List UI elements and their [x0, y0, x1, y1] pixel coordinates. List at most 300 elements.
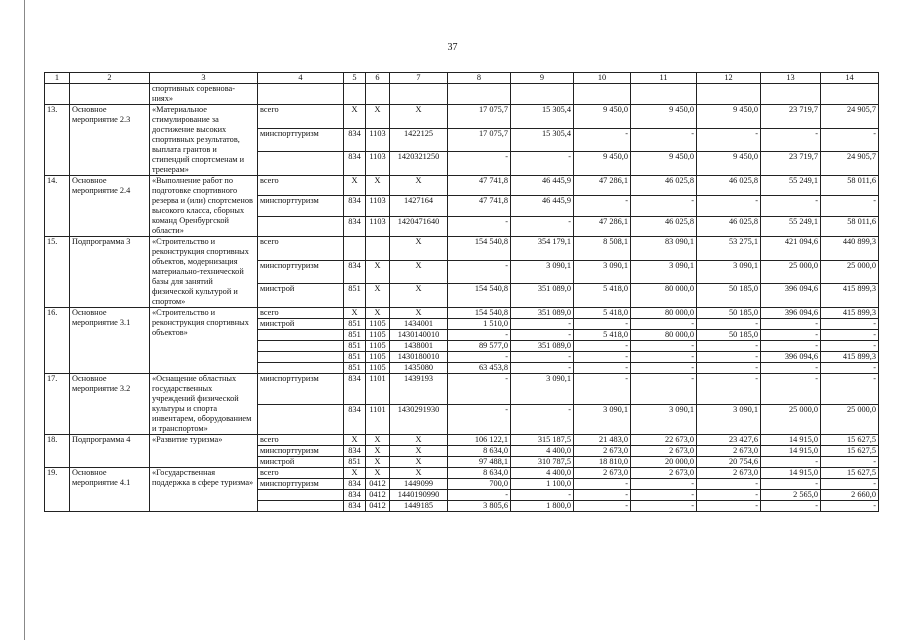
amount-cell: 396 094,6 [761, 308, 821, 319]
amount-cell: 18 810,0 [574, 457, 631, 468]
amount-cell: - [631, 319, 697, 330]
activity-name: «Выполнение работ по подготовке спортивного резерва и (или) спортсменов высокого класса, сборных команд Оренбургской области» [150, 176, 258, 237]
amount-cell: - [821, 319, 879, 330]
amount-cell: 58 011,6 [821, 216, 879, 236]
amount-cell: - [574, 501, 631, 512]
amount-cell: - [574, 341, 631, 352]
rzpr-code: 1103 [366, 128, 390, 152]
amount-cell: - [821, 374, 879, 405]
amount-cell: 47 286,1 [574, 216, 631, 236]
amount-cell: - [631, 374, 697, 405]
rzpr-code: 1105 [366, 330, 390, 341]
grbs-code: 851 [344, 457, 366, 468]
amount-cell: - [821, 128, 879, 152]
amount-cell: 3 090,1 [574, 260, 631, 284]
amount-cell: 17 075,7 [448, 105, 511, 129]
amount-cell: 154 540,8 [448, 237, 511, 261]
amount-cell: - [511, 404, 574, 435]
amount-cell: 3 090,1 [631, 404, 697, 435]
amount-cell: - [821, 330, 879, 341]
executor-cell [258, 501, 344, 512]
rzpr-code: 1105 [366, 352, 390, 363]
grbs-code: Х [344, 105, 366, 129]
amount-cell: - [574, 319, 631, 330]
amount-cell: 9 450,0 [631, 152, 697, 176]
amount-cell: 3 090,1 [574, 404, 631, 435]
page-edge-line [24, 0, 25, 640]
column-number-row [45, 73, 879, 84]
csr-code: 1420471640 [390, 216, 448, 236]
amount-cell: 15 627,5 [821, 435, 879, 446]
column-number: 7 [390, 73, 448, 84]
rzpr-code: 1105 [366, 363, 390, 374]
amount-cell: 2 565,0 [761, 490, 821, 501]
activity-type: Основное мероприятие 3.1 [70, 308, 150, 374]
amount-cell: - [821, 341, 879, 352]
executor-cell: всего [258, 237, 344, 261]
amount-cell: 21 483,0 [574, 435, 631, 446]
rzpr-code: 1105 [366, 319, 390, 330]
amount-cell: - [631, 352, 697, 363]
executor-cell: всего [258, 105, 344, 129]
budget-table [44, 72, 879, 512]
amount-cell: 58 011,6 [821, 176, 879, 196]
csr-code: 1449185 [390, 501, 448, 512]
activity-name: «Государственная поддержка в сфере туризма» [150, 468, 258, 512]
csr-code: Х [390, 237, 448, 261]
grbs-code: 834 [344, 128, 366, 152]
column-number: 1 [45, 73, 70, 84]
column-number: 3 [150, 73, 258, 84]
amount-cell: 315 187,5 [511, 435, 574, 446]
grbs-code: 834 [344, 479, 366, 490]
amount-cell: - [448, 330, 511, 341]
amount-cell: 2 660,0 [821, 490, 879, 501]
grbs-code: 851 [344, 341, 366, 352]
amount-cell: - [821, 457, 879, 468]
amount-cell: 24 905,7 [821, 152, 879, 176]
amount-cell: 8 634,0 [448, 446, 511, 457]
amount-cell: 154 540,8 [448, 308, 511, 319]
row-number: 19. [45, 468, 70, 512]
activity-name: «Развитие туризма» [150, 435, 258, 468]
grbs-code: 851 [344, 284, 366, 308]
amount-cell: - [697, 501, 761, 512]
table-row [45, 308, 879, 319]
csr-code: Х [390, 176, 448, 196]
column-number: 4 [258, 73, 344, 84]
rzpr-code: Х [366, 435, 390, 446]
executor-cell: всего [258, 468, 344, 479]
amount-cell: - [761, 196, 821, 216]
amount-cell: 3 090,1 [511, 260, 574, 284]
amount-cell: 310 787,5 [511, 457, 574, 468]
amount-cell: 9 450,0 [574, 105, 631, 129]
grbs-code: 834 [344, 260, 366, 284]
grbs-code: 834 [344, 196, 366, 216]
amount-cell: 9 450,0 [697, 105, 761, 129]
amount-cell: 83 090,1 [631, 237, 697, 261]
executor-cell [258, 152, 344, 176]
amount-cell: - [631, 196, 697, 216]
executor-cell [258, 341, 344, 352]
csr-code: Х [390, 284, 448, 308]
amount-cell: 80 000,0 [631, 284, 697, 308]
amount-cell: - [697, 490, 761, 501]
executor-cell: всего [258, 176, 344, 196]
grbs-code: 851 [344, 352, 366, 363]
activity-type: Подпрограмма 4 [70, 435, 150, 468]
amount-cell: 9 450,0 [697, 152, 761, 176]
column-number: 11 [631, 73, 697, 84]
amount-cell: 3 090,1 [697, 260, 761, 284]
amount-cell: - [761, 374, 821, 405]
executor-cell: минспорттуризм [258, 260, 344, 284]
amount-cell: 25 000,0 [821, 404, 879, 435]
amount-cell: 440 899,3 [821, 237, 879, 261]
amount-cell: - [631, 479, 697, 490]
amount-cell: 15 305,4 [511, 105, 574, 129]
csr-code: 1430140010 [390, 330, 448, 341]
amount-cell: 47 741,8 [448, 196, 511, 216]
amount-cell: - [448, 152, 511, 176]
amount-cell: 25 000,0 [821, 260, 879, 284]
grbs-code: 851 [344, 319, 366, 330]
amount-cell: 47 741,8 [448, 176, 511, 196]
row-number: 18. [45, 435, 70, 468]
amount-cell: 46 025,8 [631, 176, 697, 196]
amount-cell: 20 000,0 [631, 457, 697, 468]
executor-cell: минспорттуризм [258, 479, 344, 490]
amount-cell: 5 418,0 [574, 330, 631, 341]
amount-cell: 3 090,1 [631, 260, 697, 284]
amount-cell: 2 673,0 [574, 446, 631, 457]
amount-cell: - [574, 128, 631, 152]
amount-cell: 1 510,0 [448, 319, 511, 330]
executor-cell: минстрой [258, 284, 344, 308]
amount-cell: 2 673,0 [697, 468, 761, 479]
amount-cell: 55 249,1 [761, 216, 821, 236]
csr-code: Х [390, 468, 448, 479]
column-number: 12 [697, 73, 761, 84]
rzpr-code: Х [366, 176, 390, 196]
executor-cell: минспорттуризм [258, 128, 344, 152]
amount-cell: 9 450,0 [574, 152, 631, 176]
amount-cell: 47 286,1 [574, 176, 631, 196]
rzpr-code: 1101 [366, 374, 390, 405]
grbs-code: 834 [344, 374, 366, 405]
activity-type: Основное мероприятие 2.3 [70, 105, 150, 176]
amount-cell: 396 094,6 [761, 352, 821, 363]
executor-cell: всего [258, 308, 344, 319]
amount-cell: 46 445,9 [511, 176, 574, 196]
amount-cell: - [697, 196, 761, 216]
rzpr-code: Х [366, 468, 390, 479]
amount-cell: 1 100,0 [511, 479, 574, 490]
amount-cell: 15 627,5 [821, 446, 879, 457]
column-number: 6 [366, 73, 390, 84]
amount-cell: 80 000,0 [631, 330, 697, 341]
amount-cell: 3 805,6 [448, 501, 511, 512]
amount-cell: - [761, 363, 821, 374]
amount-cell: 50 185,0 [697, 284, 761, 308]
amount-cell: 14 915,0 [761, 446, 821, 457]
csr-code: 1430180010 [390, 352, 448, 363]
amount-cell: - [697, 363, 761, 374]
amount-cell: - [697, 319, 761, 330]
column-number: 10 [574, 73, 631, 84]
amount-cell: 4 400,0 [511, 468, 574, 479]
column-number: 13 [761, 73, 821, 84]
amount-cell: - [697, 352, 761, 363]
amount-cell: - [511, 216, 574, 236]
amount-cell: 14 915,0 [761, 435, 821, 446]
csr-code: 1430291930 [390, 404, 448, 435]
amount-cell: - [761, 341, 821, 352]
amount-cell: - [697, 128, 761, 152]
amount-cell: 3 090,1 [697, 404, 761, 435]
amount-cell: 700,0 [448, 479, 511, 490]
rzpr-code: Х [366, 446, 390, 457]
amount-cell: 421 094,6 [761, 237, 821, 261]
grbs-code: 834 [344, 404, 366, 435]
amount-cell: 2 673,0 [697, 446, 761, 457]
amount-cell: 415 899,3 [821, 308, 879, 319]
amount-cell: 55 249,1 [761, 176, 821, 196]
page-number: 37 [447, 42, 458, 53]
column-number: 5 [344, 73, 366, 84]
grbs-code: 851 [344, 330, 366, 341]
grbs-code: Х [344, 176, 366, 196]
amount-cell: 89 577,0 [448, 341, 511, 352]
amount-cell: 351 089,0 [511, 284, 574, 308]
amount-cell: 46 025,8 [697, 216, 761, 236]
amount-cell: - [631, 501, 697, 512]
executor-cell: минстрой [258, 319, 344, 330]
grbs-code [344, 237, 366, 261]
amount-cell: 4 400,0 [511, 446, 574, 457]
amount-cell: - [448, 490, 511, 501]
amount-cell: 15 627,5 [821, 468, 879, 479]
amount-cell: 9 450,0 [631, 105, 697, 129]
rzpr-code: Х [366, 457, 390, 468]
amount-cell: - [448, 352, 511, 363]
amount-cell: - [821, 363, 879, 374]
amount-cell: 17 075,7 [448, 128, 511, 152]
rzpr-code: 1103 [366, 196, 390, 216]
amount-cell: 3 090,1 [511, 374, 574, 405]
activity-type: Основное мероприятие 3.2 [70, 374, 150, 435]
amount-cell: 351 089,0 [511, 308, 574, 319]
amount-cell: 23 719,7 [761, 105, 821, 129]
executor-cell [258, 216, 344, 236]
amount-cell: - [631, 490, 697, 501]
amount-cell: 63 453,8 [448, 363, 511, 374]
amount-cell: - [761, 319, 821, 330]
table-row [45, 105, 879, 129]
activity-type: Основное мероприятие 4.1 [70, 468, 150, 512]
grbs-code: Х [344, 435, 366, 446]
grbs-code: 851 [344, 363, 366, 374]
amount-cell: - [511, 363, 574, 374]
rzpr-code: 0412 [366, 479, 390, 490]
executor-cell: всего [258, 435, 344, 446]
executor-cell: минспорттуризм [258, 196, 344, 216]
amount-cell: 154 540,8 [448, 284, 511, 308]
amount-cell: 46 445,9 [511, 196, 574, 216]
amount-cell: 25 000,0 [761, 404, 821, 435]
amount-cell: 25 000,0 [761, 260, 821, 284]
amount-cell: - [574, 196, 631, 216]
executor-cell [258, 352, 344, 363]
amount-cell: 5 418,0 [574, 284, 631, 308]
amount-cell: - [761, 128, 821, 152]
amount-cell: - [511, 330, 574, 341]
csr-code: 1434001 [390, 319, 448, 330]
csr-code: Х [390, 308, 448, 319]
csr-code: 1440190990 [390, 490, 448, 501]
activity-name: «Оснащение областных государственных учреждений физической культуры и спорта инвентарем, оборудованием и транспортом» [150, 374, 258, 435]
grbs-code: 834 [344, 501, 366, 512]
amount-cell: - [761, 501, 821, 512]
amount-cell: - [448, 404, 511, 435]
executor-cell [258, 404, 344, 435]
amount-cell: 97 488,1 [448, 457, 511, 468]
rzpr-code: 0412 [366, 490, 390, 501]
activity-type: Основное мероприятие 2.4 [70, 176, 150, 237]
amount-cell: - [697, 341, 761, 352]
rzpr-code: Х [366, 308, 390, 319]
amount-cell: 46 025,8 [631, 216, 697, 236]
amount-cell: - [574, 352, 631, 363]
executor-cell [258, 363, 344, 374]
csr-code: 1439193 [390, 374, 448, 405]
grbs-code: Х [344, 468, 366, 479]
rzpr-code: Х [366, 260, 390, 284]
amount-cell: 351 089,0 [511, 341, 574, 352]
activity-name: «Материальное стимулирование за достижение высоких спортивных результатов, выплата грантов и стипендий спортсменам и тренерам» [150, 105, 258, 176]
csr-code: Х [390, 457, 448, 468]
amount-cell: - [821, 196, 879, 216]
table-row [45, 374, 879, 405]
amount-cell: 396 094,6 [761, 284, 821, 308]
grbs-code: 834 [344, 490, 366, 501]
amount-cell: 24 905,7 [821, 105, 879, 129]
executor-cell: минспорттуризм [258, 374, 344, 405]
amount-cell: 415 899,3 [821, 352, 879, 363]
grbs-code: 834 [344, 216, 366, 236]
csr-code: Х [390, 105, 448, 129]
amount-cell: 15 305,4 [511, 128, 574, 152]
grbs-code: 834 [344, 152, 366, 176]
activity-type: Подпрограмма 3 [70, 237, 150, 308]
table-row [45, 435, 879, 446]
amount-cell: 354 179,1 [511, 237, 574, 261]
column-number: 8 [448, 73, 511, 84]
amount-cell: 415 899,3 [821, 284, 879, 308]
amount-cell: - [511, 352, 574, 363]
executor-cell [258, 490, 344, 501]
csr-code: 1435080 [390, 363, 448, 374]
amount-cell: - [631, 341, 697, 352]
rzpr-code [366, 237, 390, 261]
row-number: 14. [45, 176, 70, 237]
row-number: 15. [45, 237, 70, 308]
amount-cell: 8 508,1 [574, 237, 631, 261]
amount-cell: - [574, 363, 631, 374]
amount-cell: 14 915,0 [761, 468, 821, 479]
rzpr-code: 1103 [366, 216, 390, 236]
amount-cell: 22 673,0 [631, 435, 697, 446]
grbs-code: Х [344, 308, 366, 319]
csr-code: Х [390, 260, 448, 284]
executor-cell: минстрой [258, 457, 344, 468]
executor-cell: минспорттуризм [258, 446, 344, 457]
amount-cell: - [631, 363, 697, 374]
activity-name: «Строительство и реконструкция спортивных объектов, модернизация материально-технической базы для занятий физической культурой и спортом» [150, 237, 258, 308]
row-number: 16. [45, 308, 70, 374]
rzpr-code: 0412 [366, 501, 390, 512]
csr-code: 1420321250 [390, 152, 448, 176]
column-number: 9 [511, 73, 574, 84]
amount-cell: - [821, 501, 879, 512]
amount-cell: - [574, 479, 631, 490]
amount-cell: 23 719,7 [761, 152, 821, 176]
grbs-code: 834 [344, 446, 366, 457]
amount-cell: - [574, 374, 631, 405]
carryover-text: спортивных соревнова-ниях» [150, 84, 258, 105]
executor-cell [258, 330, 344, 341]
carryover-row [45, 84, 879, 105]
amount-cell: - [631, 128, 697, 152]
amount-cell: 1 800,0 [511, 501, 574, 512]
rzpr-code: 1105 [366, 341, 390, 352]
amount-cell: - [761, 457, 821, 468]
column-number: 14 [821, 73, 879, 84]
rzpr-code: 1103 [366, 152, 390, 176]
amount-cell: 20 754,6 [697, 457, 761, 468]
column-number: 2 [70, 73, 150, 84]
amount-cell: 80 000,0 [631, 308, 697, 319]
amount-cell: 23 427,6 [697, 435, 761, 446]
amount-cell: - [448, 374, 511, 405]
rzpr-code: Х [366, 284, 390, 308]
table-row [45, 237, 879, 261]
csr-code: 1422125 [390, 128, 448, 152]
amount-cell: - [511, 490, 574, 501]
amount-cell: - [448, 260, 511, 284]
amount-cell: 50 185,0 [697, 308, 761, 319]
csr-code: Х [390, 446, 448, 457]
rzpr-code: Х [366, 105, 390, 129]
csr-code: 1438001 [390, 341, 448, 352]
row-number: 17. [45, 374, 70, 435]
amount-cell: 8 634,0 [448, 468, 511, 479]
csr-code: 1427164 [390, 196, 448, 216]
table-row [45, 468, 879, 479]
amount-cell: - [697, 374, 761, 405]
csr-code: Х [390, 435, 448, 446]
amount-cell: 53 275,1 [697, 237, 761, 261]
amount-cell: 46 025,8 [697, 176, 761, 196]
amount-cell: - [511, 152, 574, 176]
row-number: 13. [45, 105, 70, 176]
amount-cell: 2 673,0 [574, 468, 631, 479]
amount-cell: - [511, 319, 574, 330]
amount-cell: 106 122,1 [448, 435, 511, 446]
amount-cell: - [697, 479, 761, 490]
table-row [45, 176, 879, 196]
